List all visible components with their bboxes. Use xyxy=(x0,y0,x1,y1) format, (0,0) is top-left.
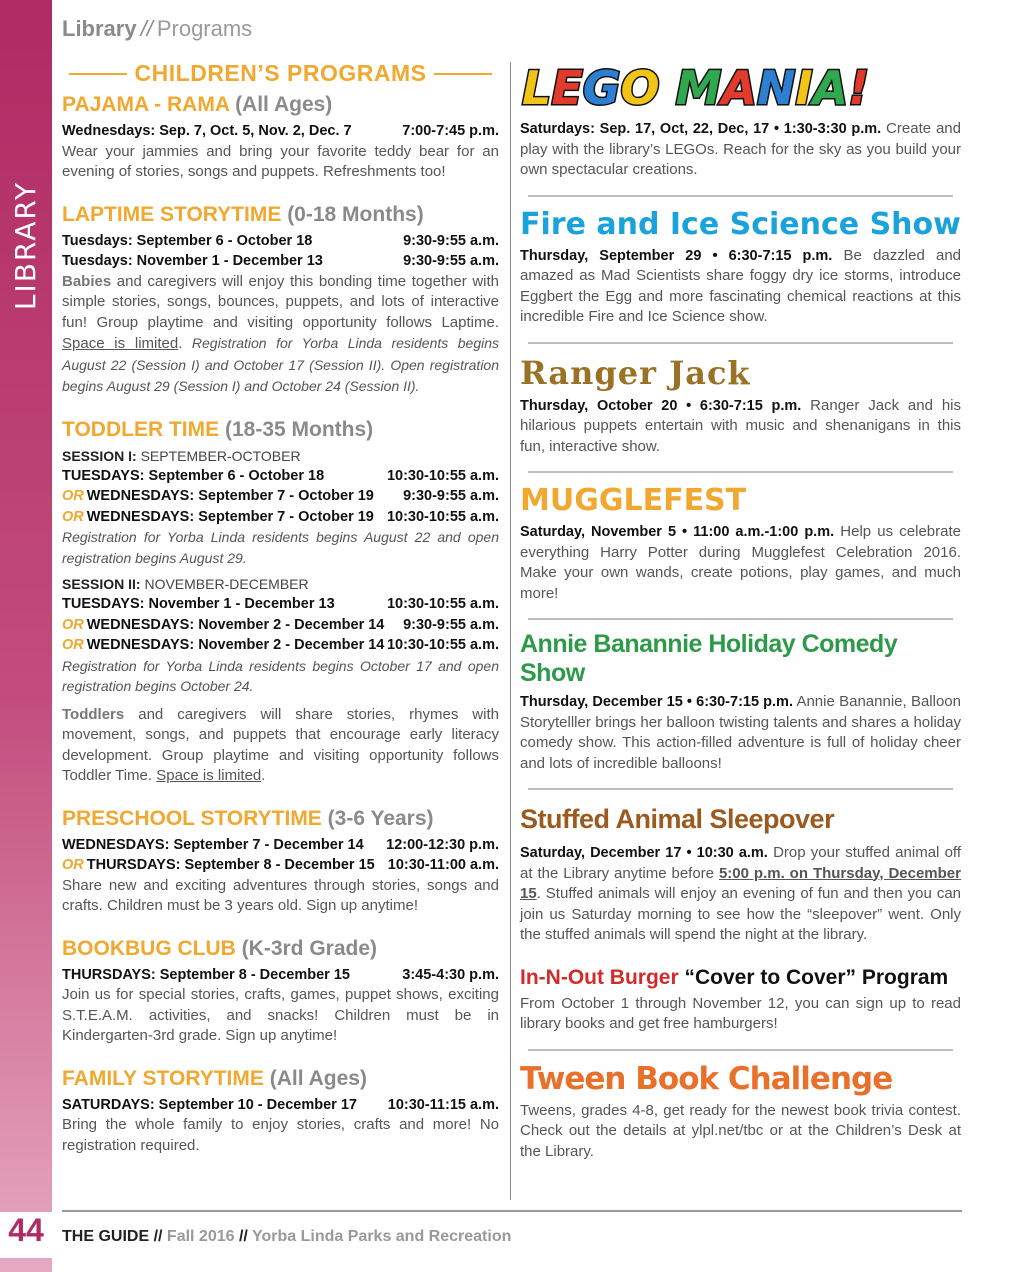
special-events-column xyxy=(520,58,961,1162)
heading-rule-left xyxy=(69,73,127,75)
program-title: BOOKBUG CLUB (K-3rd Grade) xyxy=(62,936,378,960)
lego-mania-logo-text xyxy=(522,61,869,115)
divider xyxy=(528,195,953,197)
header-separator: // xyxy=(140,16,153,41)
sidebar-label: LIBRARY xyxy=(9,180,43,310)
program-toddler-time xyxy=(62,418,499,787)
logo-letter: E xyxy=(551,61,583,115)
event-description: Tweens, grades 4-8, get ready for the newest book trivia contest. Check out the details at ylpl.net/tbc or at the Children’s Desk at the Library. xyxy=(520,1101,961,1160)
schedule-row: OR WEDNESDAYS: September 7 - October 19 9:30-9:55 a.m. xyxy=(62,488,499,504)
heading-rule-right xyxy=(434,73,492,75)
logo-letter: L xyxy=(522,61,552,115)
program-pajama-rama xyxy=(62,93,499,183)
logo-letter: G xyxy=(582,61,621,115)
program-title: FAMILY STORYTIME (All Ages) xyxy=(62,1066,367,1090)
divider xyxy=(528,788,953,790)
schedule-row: Tuesdays: November 1 - December 13 9:30-9:55 a.m. xyxy=(62,253,499,269)
schedule-row: OR WEDNESDAYS: September 7 - October 19 10:30-10:55 a.m. xyxy=(62,508,499,525)
logo-letter: I xyxy=(795,61,813,115)
event-description: Saturdays: Sep. 17, Oct, 22, Dec, 17 • 1:30-3:30 p.m. Create and play with the library’s LEGOs. Reach for the sky as you build your own spectacular creations. xyxy=(520,120,961,178)
logo-letter: N xyxy=(757,61,796,115)
event-lego-mania xyxy=(520,58,961,197)
program-title: PAJAMA - RAMA (All Ages) xyxy=(62,93,333,116)
event-innout-cover-to-cover xyxy=(520,966,961,1051)
event-title: Ranger Jack xyxy=(520,353,751,392)
logo-letter: M xyxy=(675,61,722,115)
schedule-row: TUESDAYS: November 1 - December 13 10:30-10:55 a.m. xyxy=(62,596,499,612)
program-bookbug-club xyxy=(62,937,499,1047)
registration-note: Registration for Yorba Linda residents begins August 22 and open registration begins August 29. xyxy=(62,529,499,566)
event-description: Thursday, December 15 • 6:30-7:15 p.m. Annie Banannie, Balloon Storytelller brings her balloon twisting talents and shares a holiday comedy show. This action-filled adventure is full of holiday cheer and lots of incredible balloons! xyxy=(520,693,961,772)
schedule-row: THURSDAYS: September 8 - December 15 3:45-4:30 p.m. xyxy=(62,966,499,983)
event-tween-book-challenge xyxy=(520,1061,961,1163)
event-title: Annie Banannie Holiday Comedy Show xyxy=(520,630,898,687)
schedule-row: OR WEDNESDAYS: November 2 - December 14 10:30-10:55 a.m. xyxy=(62,637,499,653)
program-description: Join us for special stories, crafts, games, puppet shows, exciting S.T.E.A.M. activities, and snacks! Children must be in Kindergarten-3rd grade. Sign up anytime! xyxy=(62,986,499,1044)
program-description: Babies and caregivers will enjoy this bonding time together with simple stories, songs, bounces, puppets, and lots of interactive fun! Group playtime and visiting opportunity follows Laptime. Space is limited. Registration for Yorba Linda residents begins August 22 (Session I) and October 17 (Session II). Open registration begins August 29 (Session I) and October 24 (Session II). xyxy=(62,272,499,394)
event-title: In-N-Out Burger “Cover to Cover” Program xyxy=(520,965,949,989)
event-stuffed-animal-sleepover xyxy=(520,804,961,946)
event-ranger-jack xyxy=(520,354,961,474)
program-description: Wear your jammies and bring your favorite teddy bear for an evening of stories, songs and puppets. Refreshments too! xyxy=(62,142,499,180)
program-title: LAPTIME STORYTIME (0-18 Months) xyxy=(62,202,424,226)
session-label: SESSION II: NOVEMBER-DECEMBER xyxy=(62,576,309,592)
event-title: Fire and Ice Science Show xyxy=(520,206,961,242)
event-description: Saturday, December 17 • 10:30 a.m. Drop your stuffed animal off at the Library anytime before 5:00 p.m. on Thursday, December 15. Stuffed animals will enjoy an evening of fun and then you can join us Saturday morning to see how the “sleepover” went. Only the stuffed animals will spend the night at the library. xyxy=(520,844,961,943)
event-title: Tween Book Challenge xyxy=(520,1060,893,1097)
divider xyxy=(528,618,953,620)
program-family-storytime xyxy=(62,1067,499,1157)
session-label: SESSION I: SEPTEMBER-OCTOBER xyxy=(62,447,301,464)
page-number: 44 xyxy=(8,1212,44,1248)
program-laptime-storytime xyxy=(62,203,499,398)
event-description: Thursday, September 29 • 6:30-7:15 p.m. Be dazzled and amazed as Mad Scientists share foggy dry ice storms, introduce Eggbert the Egg and more fascinating chemical reactions at this incredible Fire and Ice Science show. xyxy=(520,246,962,325)
logo-letter: O xyxy=(620,61,660,115)
schedule-row: TUESDAYS: September 6 - October 18 10:30-10:55 a.m. xyxy=(62,467,499,484)
lego-mania-logo xyxy=(520,58,870,115)
event-description: Saturday, November 5 • 11:00 a.m.-1:00 p.m. Help us celebrate everything Harry Potter during Mugglefest Celebration 2016. Make your own wands, create potions, play games, and much more! xyxy=(520,523,961,602)
section-name: Library xyxy=(62,16,137,41)
schedule-row: WEDNESDAYS: September 7 - December 14 12:00-12:30 p.m. xyxy=(62,836,499,853)
program-description: Bring the whole family to enjoy stories, crafts and more! No registration required. xyxy=(62,1116,499,1154)
event-description: Thursday, October 20 • 6:30-7:15 p.m. Ranger Jack and his hilarious puppets entertain with music and shenanigans in this fun, interactive show. xyxy=(520,396,961,455)
logo-letter: A xyxy=(812,61,849,115)
event-description: From October 1 through November 12, you can sign up to read library books and get free hamburgers! xyxy=(520,994,961,1032)
program-description: Share new and exciting adventures through stories, songs and crafts. Children must be 3 years old. Sign up anytime! xyxy=(62,876,499,914)
schedule-row: Wednesdays: Sep. 7, Oct. 5, Nov. 2, Dec. 7 7:00-7:45 p.m. xyxy=(62,123,499,139)
divider xyxy=(528,1049,953,1051)
program-description: Toddlers and caregivers will share stories, rhymes with movement, songs, and puppets that encourage early literacy development. Group playtime and visiting opportunity follows Toddler Time. Space is limited. xyxy=(62,705,499,784)
event-annie-banannie xyxy=(520,630,961,790)
registration-note: Registration for Yorba Linda residents begins October 17 and open registration begins October 24. xyxy=(62,657,499,694)
schedule-row: OR WEDNESDAYS: November 2 - December 14 9:30-9:55 a.m. xyxy=(62,616,499,633)
childrens-programs-heading: CHILDREN’S PROGRAMS xyxy=(62,60,499,87)
footer: THE GUIDE // Fall 2016 // Yorba Linda Parks and Recreation xyxy=(62,1228,512,1245)
subsection-name: Programs xyxy=(156,16,253,41)
logo-letter: A xyxy=(721,61,758,115)
divider xyxy=(528,342,953,344)
column-divider xyxy=(510,62,511,1200)
childrens-programs-column xyxy=(62,58,499,1156)
logo-letter xyxy=(660,61,676,115)
event-mugglefest xyxy=(520,483,961,620)
event-title: Stuffed Animal Sleepover xyxy=(520,804,835,834)
section-header xyxy=(62,16,252,42)
schedule-row: Tuesdays: September 6 - October 18 9:30-9:55 a.m. xyxy=(62,232,499,249)
divider xyxy=(528,471,953,473)
event-fire-and-ice xyxy=(520,207,961,344)
logo-letter: ! xyxy=(848,61,870,115)
schedule-row: OR THURSDAYS: September 8 - December 15 10:30-11:00 a.m. xyxy=(62,857,499,873)
program-title: PRESCHOOL STORYTIME (3-6 Years) xyxy=(62,806,434,830)
schedule-row: SATURDAYS: September 10 - December 17 10:30-11:15 a.m. xyxy=(62,1096,499,1113)
program-title: TODDLER TIME (18-35 Months) xyxy=(62,417,374,441)
footer-rule xyxy=(62,1210,962,1212)
program-preschool-storytime xyxy=(62,807,499,917)
event-title: MUGGLEFEST xyxy=(520,483,747,518)
